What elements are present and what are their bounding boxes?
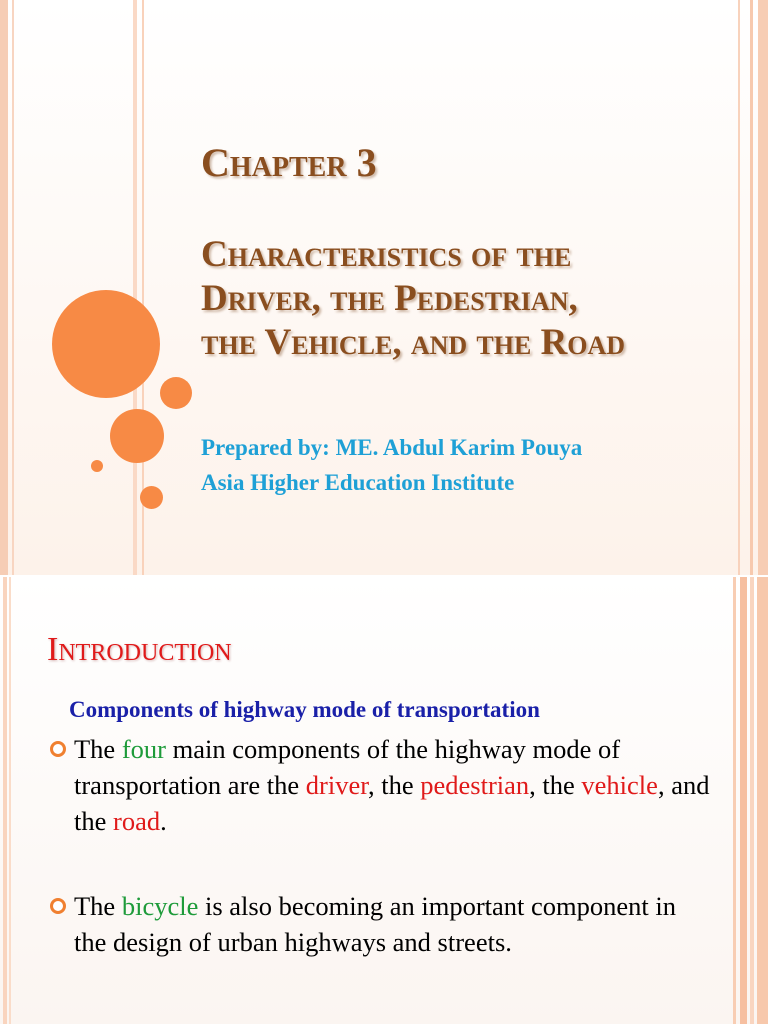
highlight-road: road [113, 806, 161, 836]
subtitle-line: Driver, the Pedestrian, [201, 278, 578, 319]
highlight-vehicle: vehicle [581, 770, 658, 800]
decor-circle-large [52, 290, 160, 398]
decor-circle-tiny [91, 460, 103, 472]
decor-stripe [738, 0, 740, 575]
text-run: , and the [74, 770, 710, 836]
decor-stripe [12, 0, 14, 575]
decor-stripe [750, 0, 753, 575]
bullet-text [74, 888, 714, 960]
decor-stripe [758, 0, 768, 575]
text-run: , the [529, 770, 582, 800]
slide-subheading: Components of highway mode of transportation [69, 697, 540, 722]
text-run: , the [368, 770, 421, 800]
decor-circle-small [160, 377, 192, 409]
introduction-slide [0, 577, 768, 1024]
decor-stripe [133, 0, 137, 575]
decor-stripe [3, 577, 7, 1024]
slide-heading: Introduction [47, 631, 232, 668]
text-run: The [74, 734, 122, 764]
decor-stripe [740, 577, 747, 1024]
subtitle-line: the Vehicle, and the Road [201, 322, 626, 363]
chapter-title: Chapter 3 [201, 140, 377, 185]
text-run: main components of the highway mode of transportation are the [74, 734, 621, 800]
subtitle-line: Characteristics of the [201, 234, 572, 275]
decor-circle-small [140, 486, 163, 509]
highlight-bicycle: bicycle [121, 891, 199, 921]
decor-stripe [733, 577, 736, 1024]
decor-circle-medium [110, 409, 164, 463]
decor-stripe [750, 577, 754, 1024]
highlight-pedestrian: pedestrian [420, 770, 530, 800]
text-run: is also becoming an important component in the design of urban highways and streets. [74, 891, 676, 957]
text-run: The [74, 891, 122, 921]
bullet-circle-icon [50, 898, 66, 914]
decor-stripe [757, 577, 768, 1024]
decor-stripe [9, 577, 11, 1024]
prepared-by: Prepared by: ME. Abdul Karim Pouya [201, 435, 583, 460]
decor-stripe [0, 0, 8, 575]
chapter-subtitle [201, 233, 625, 365]
author-block [201, 430, 582, 500]
bullet-text [74, 731, 714, 839]
bullet-circle-icon [50, 741, 66, 757]
institute-name: Asia Higher Education Institute [201, 470, 515, 495]
highlight-four: four [121, 734, 166, 764]
highlight-driver: driver [305, 770, 369, 800]
text-run: . [160, 806, 167, 836]
